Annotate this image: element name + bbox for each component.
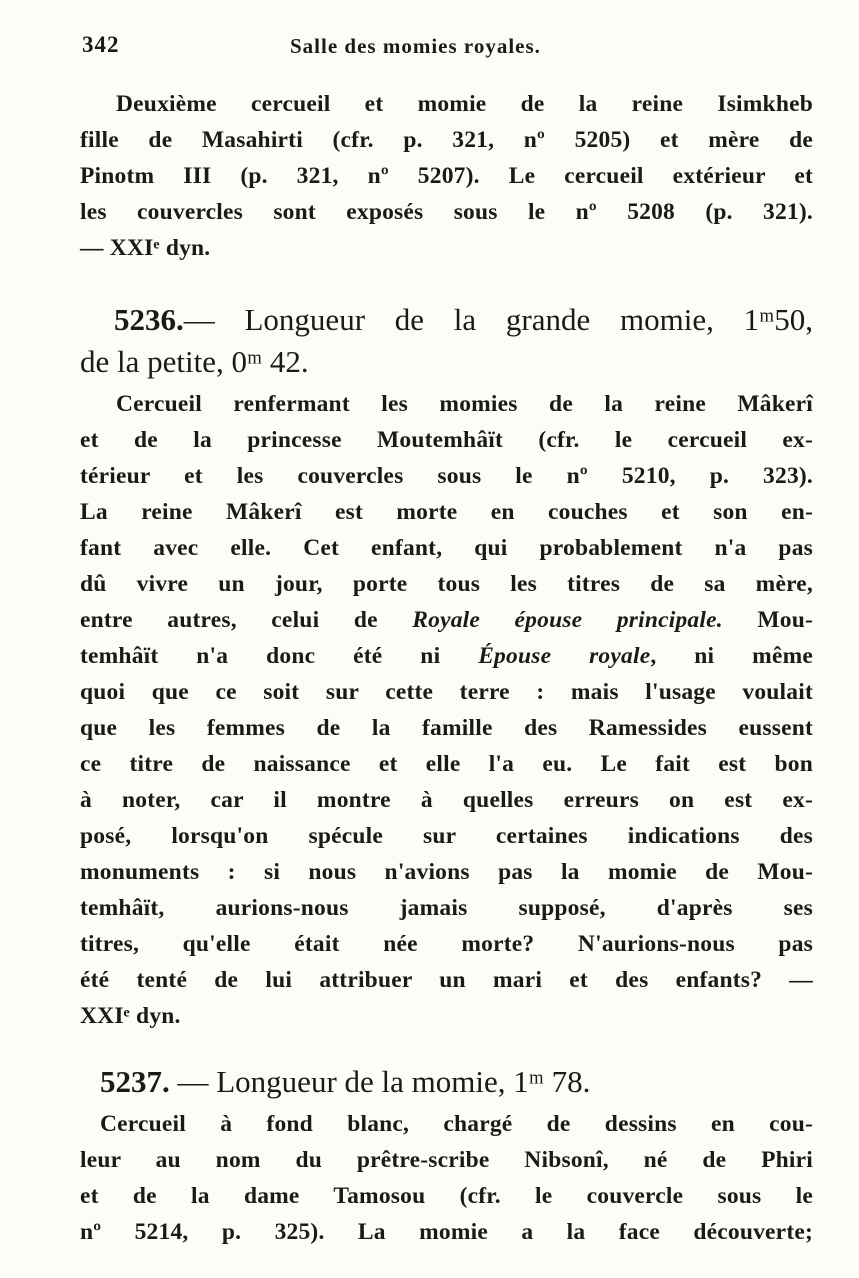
text-line: les couvercles sont exposés sous le nº 5208 (p. 321).: [80, 199, 813, 225]
text-line: titres, qu'elle était née morte? N'aurions-nous pas: [80, 931, 813, 957]
text-line: [80, 638, 813, 674]
text-line: [80, 602, 813, 638]
text-fragment: Mou-: [757, 607, 813, 633]
entry-heading-text: — Longueur de la grande momie, 1ᵐ50,: [183, 302, 813, 337]
text-line: quoi que ce soit sur cette terre : mais l'usage voulait: [80, 679, 813, 705]
entry-heading-continued: de la petite, 0ᵐ 42.: [80, 344, 309, 379]
text-line: à noter, car il montre à quelles erreurs on est ex-: [80, 787, 813, 813]
text-line: et de la princesse Moutemhâït (cfr. le cercueil ex-: [80, 427, 813, 453]
text-line: fille de Masahirti (cfr. p. 321, nº 5205) et mère de: [80, 127, 813, 153]
running-title: Salle des momies royales.: [290, 34, 541, 58]
text-line: — XXIᵉ dyn.: [80, 235, 211, 261]
text-line: dû vivre un jour, porte tous les titres de sa mère,: [80, 571, 813, 597]
text-line: temhâït, aurions-nous jamais supposé, d'après ses: [80, 895, 813, 921]
text-line: ce titre de naissance et elle l'a eu. Le fait est bon: [80, 751, 813, 777]
text-line: XXIᵉ dyn.: [80, 1003, 181, 1029]
text-line: Pinotm III (p. 321, nº 5207). Le cercueil extérieur et: [80, 163, 813, 189]
running-head: [0, 32, 859, 62]
text-line: été tenté de lui attribuer un mari et des enfants? —: [80, 967, 813, 993]
text-line: térieur et les couvercles sous le nº 5210, p. 323).: [80, 463, 813, 489]
text-line: et de la dame Tamosou (cfr. le couvercle sous le: [80, 1183, 813, 1209]
text-line: nº 5214, p. 325). La momie a la face découverte;: [80, 1219, 813, 1245]
entry-heading-text: — Longueur de la momie, 1ᵐ 78.: [177, 1064, 591, 1099]
text-fragment: , ni même: [650, 643, 813, 669]
italic-title: Royale épouse principale.: [412, 607, 723, 633]
page-number: 342: [82, 32, 120, 57]
text-line: que les femmes de la famille des Ramessides eussent: [80, 715, 813, 741]
text-fragment: entre autres, celui de: [80, 607, 378, 633]
italic-title: Épouse royale: [478, 643, 651, 669]
text-line: posé, lorsqu'on spécule sur certaines indications des: [80, 823, 813, 849]
text-line: leur au nom du prêtre-scribe Nibsonî, né de Phiri: [80, 1147, 813, 1173]
text-line: fant avec elle. Cet enfant, qui probablement n'a pas: [80, 535, 813, 561]
text-line: La reine Mâkerî est morte en couches et son en-: [80, 499, 813, 525]
text-line: Cercueil renfermant les momies de la reine Mâkerî: [116, 391, 813, 417]
entry-heading: [114, 298, 813, 342]
text-line: monuments : si nous n'avions pas la momie de Mou-: [80, 859, 813, 885]
entry-heading: [100, 1060, 813, 1104]
entry-number: 5237.: [100, 1064, 170, 1099]
text-fragment: temhâït n'a donc été ni: [80, 643, 441, 669]
text-line: Deuxième cercueil et momie de la reine Isimkheb: [116, 91, 813, 117]
text-line: Cercueil à fond blanc, chargé de dessins en cou-: [100, 1111, 813, 1137]
entry-number: 5236.: [114, 302, 184, 337]
